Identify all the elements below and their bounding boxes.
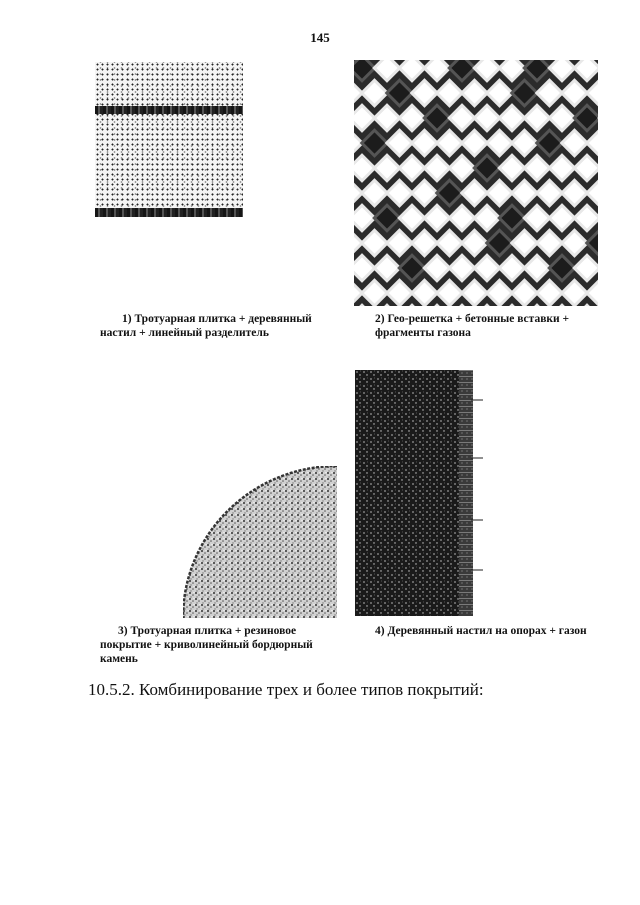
geo-grid-cell: [437, 130, 462, 155]
geo-grid-cell: [437, 80, 462, 105]
geo-grid-cell: [537, 280, 562, 305]
section-heading: 10.5.2. Комбинирование трех и более типов покрытий:: [88, 680, 484, 699]
geo-grid-cell: [587, 180, 598, 205]
geo-grid-cell: [499, 60, 524, 81]
geo-grid-cell: [512, 180, 537, 205]
curved-coating-pattern: [183, 466, 337, 618]
geo-grid-cell: [587, 130, 598, 155]
geo-grid-cell: [437, 230, 462, 255]
geo-grid-cell: [537, 130, 562, 155]
geo-grid-cell: [449, 205, 474, 230]
geo-grid-cell: [354, 60, 375, 81]
geo-grid-cell: [399, 305, 424, 306]
geo-grid-cell: [424, 155, 449, 180]
geo-grid-cell: [587, 230, 598, 255]
geo-grid-cell: [462, 280, 487, 305]
figure-1-image: [95, 62, 243, 217]
geo-grid-cell: [574, 155, 598, 180]
geo-grid-cell: [449, 155, 474, 180]
geo-grid-cell: [524, 305, 549, 306]
figure-4-caption: 4) Деревянный настил на опорах + газон: [375, 625, 587, 637]
geo-grid-cell: [474, 305, 499, 306]
geo-grid-cell: [387, 80, 412, 105]
geo-grid-cell: [562, 230, 587, 255]
geo-grid-cell: [562, 80, 587, 105]
geo-grid-cell: [487, 130, 512, 155]
geo-grid-cell: [474, 255, 499, 280]
geo-grid-cell: [354, 105, 375, 130]
geo-grid-cell: [512, 280, 537, 305]
geo-grid-cell: [399, 205, 424, 230]
geo-grid-cell: [549, 155, 574, 180]
geo-grid-cell: [412, 180, 437, 205]
geo-grid-cell: [424, 205, 449, 230]
geo-grid-cell: [587, 80, 598, 105]
geo-grid-cell: [449, 105, 474, 130]
geo-grid-cell: [574, 305, 598, 306]
geo-grid-cell: [424, 60, 449, 81]
geo-grid-cell: [524, 155, 549, 180]
geo-grid-cell: [424, 305, 449, 306]
figure-1-caption: 1) Тротуарная плитка + деревянный настил + линейный разделитель: [100, 313, 312, 339]
geo-grid-cell: [387, 180, 412, 205]
geo-grid-cell: [537, 230, 562, 255]
deck-grass-pattern: [355, 370, 485, 616]
geo-grid-cell: [387, 280, 412, 305]
geo-grid-cell: [499, 105, 524, 130]
geo-grid-cell: [399, 60, 424, 81]
geo-grid-cell: [374, 155, 399, 180]
geo-grid-cell: [449, 255, 474, 280]
geo-grid-cell: [399, 105, 424, 130]
geo-grid-cell: [362, 280, 387, 305]
geo-grid-cell: [512, 80, 537, 105]
geo-grid-cell: [549, 60, 574, 81]
geo-grid-pattern: [354, 60, 598, 306]
geo-grid-cell: [474, 60, 499, 81]
geo-grid-cell: [374, 255, 399, 280]
geo-grid-cell: [549, 205, 574, 230]
figure-4-image: [355, 370, 485, 616]
geo-grid-cell: [474, 155, 499, 180]
geo-grid-cell: [412, 80, 437, 105]
figure-2-image: [354, 60, 598, 306]
geo-grid-cell: [512, 130, 537, 155]
geo-grid-cell: [524, 105, 549, 130]
geo-grid-cell: [354, 155, 375, 180]
geo-grid-cell: [424, 255, 449, 280]
geo-grid-cell: [537, 80, 562, 105]
geo-grid-cell: [362, 80, 387, 105]
geo-grid-cell: [574, 255, 598, 280]
geo-grid-cell: [437, 180, 462, 205]
geo-grid-cell: [574, 105, 598, 130]
geo-grid-cell: [499, 205, 524, 230]
figure-2-caption: 2) Гео-решетка + бетонные вставки + фрагменты газона: [375, 313, 570, 339]
geo-grid-cell: [549, 255, 574, 280]
geo-grid-cell: [424, 105, 449, 130]
geo-grid-cell: [562, 280, 587, 305]
geo-grid-cell: [412, 130, 437, 155]
geo-grid-cell: [562, 130, 587, 155]
geo-grid-cell: [462, 230, 487, 255]
geo-grid-cell: [474, 205, 499, 230]
geo-grid-cell: [499, 305, 524, 306]
geo-grid-cell: [399, 255, 424, 280]
geo-grid-cell: [524, 60, 549, 81]
geo-grid-cell: [387, 130, 412, 155]
geo-grid-cell: [574, 60, 598, 81]
geo-grid-cell: [499, 255, 524, 280]
geo-grid-cell: [374, 305, 399, 306]
geo-grid-cell: [474, 105, 499, 130]
geo-grid-cell: [412, 280, 437, 305]
geo-grid-cell: [374, 105, 399, 130]
figure-3-caption: 3) Тротуарная плитка + резиновое покрытие + криволинейный бордюрный камень: [100, 625, 313, 665]
geo-grid-cell: [524, 255, 549, 280]
geo-grid-cell: [587, 280, 598, 305]
geo-grid-cell: [399, 155, 424, 180]
geo-grid-cell: [549, 105, 574, 130]
geo-grid-cell: [524, 205, 549, 230]
geo-grid-cell: [362, 230, 387, 255]
figure-1-bottom-band: [95, 208, 243, 217]
geo-grid-cell: [462, 180, 487, 205]
figure-1-divider-band: [95, 106, 243, 114]
geo-grid-cell: [374, 205, 399, 230]
figure-3-image: [183, 466, 337, 618]
geo-grid-cell: [362, 180, 387, 205]
geo-grid-cell: [487, 280, 512, 305]
geo-grid-cell: [537, 180, 562, 205]
geo-grid-cell: [487, 80, 512, 105]
geo-grid-cell: [387, 230, 412, 255]
geo-grid-cell: [354, 305, 375, 306]
geo-grid-cell: [487, 230, 512, 255]
geo-grid-cell: [574, 205, 598, 230]
geo-grid-cell: [437, 280, 462, 305]
geo-grid-cell: [449, 305, 474, 306]
page-number: 145: [310, 30, 330, 45]
geo-grid-cell: [374, 60, 399, 81]
geo-grid-cell: [354, 255, 375, 280]
geo-grid-cell: [412, 230, 437, 255]
geo-grid-cell: [354, 205, 375, 230]
geo-grid-cell: [362, 130, 387, 155]
geo-grid-cell: [449, 60, 474, 81]
geo-grid-cell: [462, 80, 487, 105]
geo-grid-cell: [562, 180, 587, 205]
geo-grid-cell: [512, 230, 537, 255]
geo-grid-cell: [499, 155, 524, 180]
geo-grid-cell: [487, 180, 512, 205]
geo-grid-cell: [549, 305, 574, 306]
geo-grid-cell: [462, 130, 487, 155]
